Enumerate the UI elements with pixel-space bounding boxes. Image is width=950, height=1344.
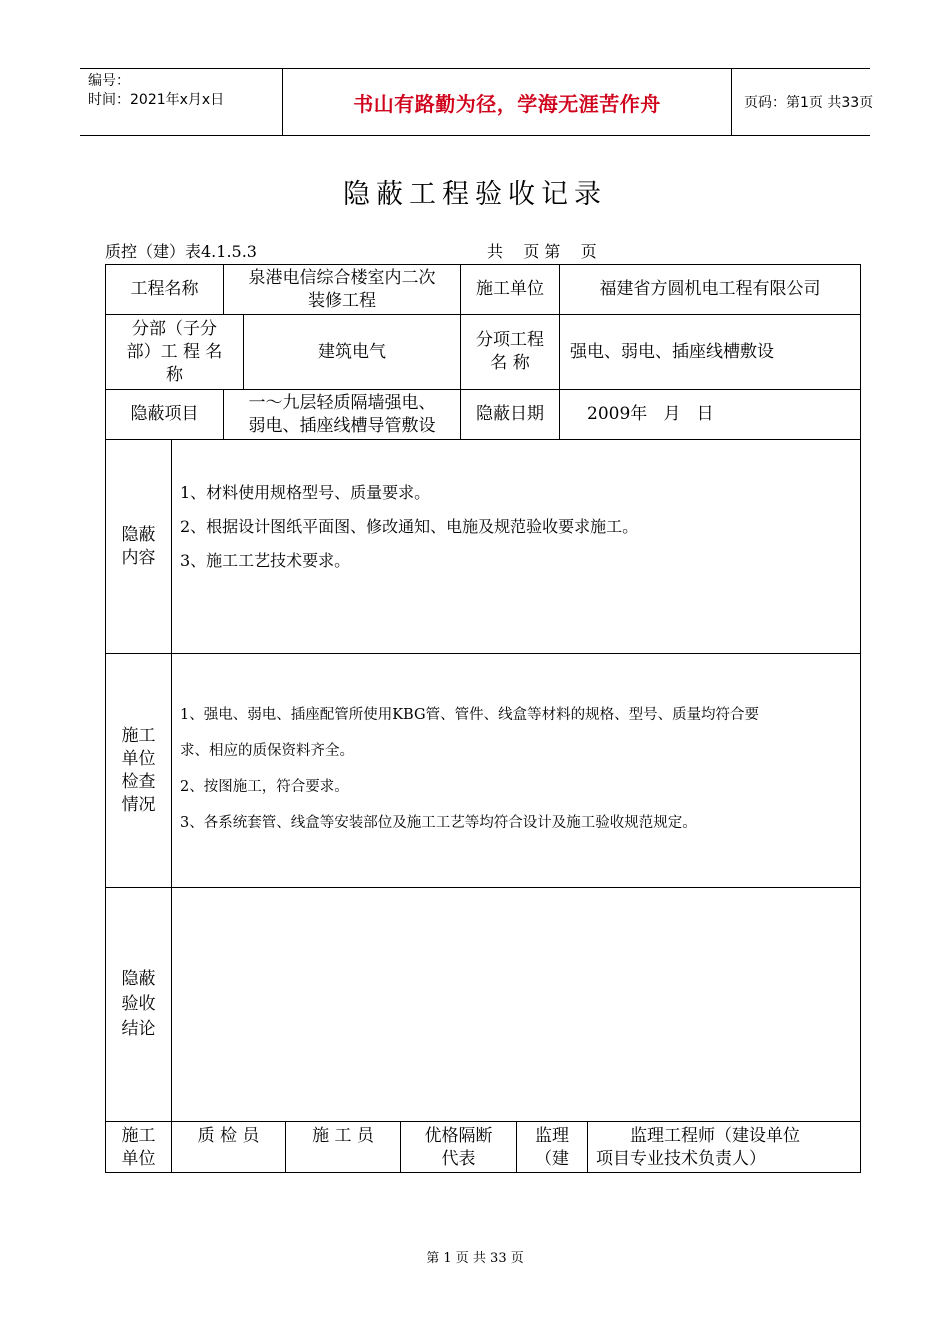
sign-engineer xyxy=(587,1121,861,1173)
sub-project-label xyxy=(105,314,244,390)
check-label-line: 检查 xyxy=(121,771,156,792)
sign-engineer-line1: 监理工程师（建设单位 xyxy=(630,1126,800,1146)
check-item: 2、按图施工，符合要求。 xyxy=(180,779,349,795)
hidden-item-line1: 一～九层轻质隔墙强电、 xyxy=(248,392,436,413)
conclusion-label-line: 隐蔽 xyxy=(121,969,156,989)
check-list xyxy=(180,697,759,841)
check-label-line: 单位 xyxy=(121,748,156,769)
sign-inspector: 质 检 员 xyxy=(171,1121,286,1173)
page-header xyxy=(80,68,874,136)
item-value: 强电、弱电、插座线槽敷设 xyxy=(559,314,861,390)
sign-representative xyxy=(400,1121,517,1173)
sub-project-label-line1: 分部（子分 xyxy=(132,318,217,339)
time-label: 时间：2021年x月x日 xyxy=(88,92,225,108)
check-item: 3、各系统套管、线盒等安装部位及施工工艺等均符合设计及施工验收规范规定。 xyxy=(180,815,697,831)
check-label-line: 情况 xyxy=(121,794,156,815)
document-title: 隐蔽工程验收记录 xyxy=(343,179,607,210)
content-item: 2、根据设计图纸平面图、修改通知、电施及规范验收要求施工。 xyxy=(180,517,639,536)
hidden-item-value xyxy=(223,389,461,440)
check-label xyxy=(105,653,172,888)
content-item: 3、施工工艺技术要求。 xyxy=(180,551,351,570)
hidden-item-label: 隐蔽项目 xyxy=(105,389,224,440)
page-count-line: 共 页 第 页 xyxy=(487,242,597,261)
sign-unit-label xyxy=(105,1121,172,1173)
project-name-line1: 泉港电信综合楼室内二次 xyxy=(248,267,436,288)
item-label-line2: 名 称 xyxy=(490,353,530,373)
hidden-date-label: 隐蔽日期 xyxy=(460,389,560,440)
check-item: 求、相应的质保资料齐全。 xyxy=(180,743,354,759)
form-code: 质控（建）表4.1.5.3 xyxy=(105,242,257,261)
conclusion-label xyxy=(105,887,172,1122)
number-label: 编号： xyxy=(88,73,130,89)
conclusion-label-line: 验收 xyxy=(121,994,156,1014)
content-label-line2: 内容 xyxy=(121,547,156,568)
sub-project-value: 建筑电气 xyxy=(243,314,461,390)
item-label-line1: 分项工程 xyxy=(476,330,544,350)
check-label-line: 施工 xyxy=(121,725,156,746)
project-name-line2: 装修工程 xyxy=(308,290,376,311)
hidden-item-line2: 弱电、插座线槽导管敷设 xyxy=(248,415,436,436)
content-item: 1、材料使用规格型号、质量要求。 xyxy=(180,483,431,502)
sign-supervisor-line2: （建 xyxy=(535,1149,569,1169)
contractor-label: 施工单位 xyxy=(460,264,560,315)
content-label-line1: 隐蔽 xyxy=(121,524,156,545)
header-page-info: 页码：第1页 共33页 xyxy=(744,95,874,111)
content-label xyxy=(105,439,172,654)
content-area xyxy=(171,439,861,654)
project-name-label: 工程名称 xyxy=(105,264,224,315)
sign-supervisor xyxy=(516,1121,588,1173)
conclusion-label-line: 结论 xyxy=(121,1019,156,1039)
conclusion-area xyxy=(171,887,861,1122)
sign-unit-line2: 单位 xyxy=(121,1149,156,1169)
check-item: 1、强电、弱电、插座配管所使用KBG管、管件、线盒等材料的规格、型号、质量均符合要 xyxy=(180,707,760,723)
item-label xyxy=(460,314,560,390)
check-area xyxy=(171,653,861,888)
sign-rep-line2: 代表 xyxy=(441,1149,476,1169)
content-list xyxy=(180,476,638,578)
hidden-date-value: 2009年 月 日 xyxy=(559,389,861,440)
sign-rep-line1: 优格隔断 xyxy=(424,1126,493,1146)
project-name-value xyxy=(223,264,461,315)
sub-project-label-line2: 部）工 程 名 xyxy=(126,341,223,362)
sign-worker: 施 工 员 xyxy=(285,1121,401,1173)
page-footer: 第 1 页 共 33 页 xyxy=(426,1251,524,1266)
sub-project-label-line3: 称 xyxy=(166,364,183,385)
header-meta xyxy=(80,69,282,135)
contractor-value: 福建省方圆机电工程有限公司 xyxy=(559,264,861,315)
sign-unit-line1: 施工 xyxy=(121,1126,156,1146)
sign-supervisor-line1: 监理 xyxy=(535,1126,569,1146)
sign-engineer-line2: 项目专业技术负责人） xyxy=(596,1149,766,1169)
header-motto: 书山有路勤为径，学海无涯苦作舟 xyxy=(282,69,732,135)
